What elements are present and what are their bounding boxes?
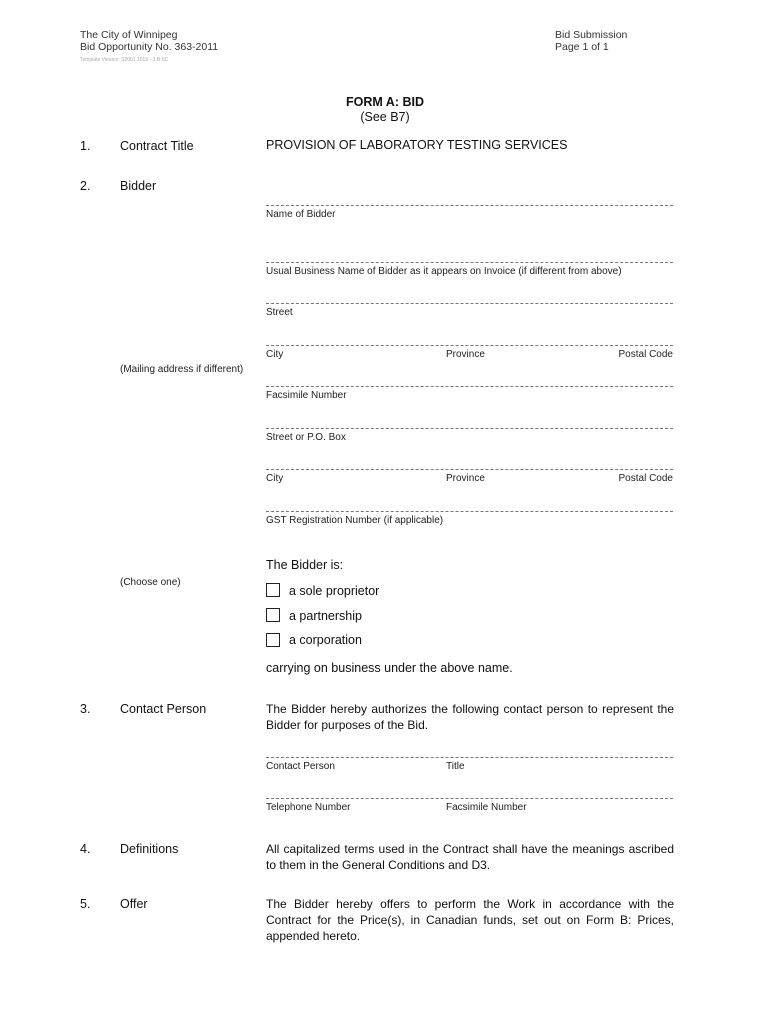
- gst-registration-caption: GST Registration Number (if applicable): [266, 515, 444, 526]
- usual-business-name-caption: Usual Business Name of Bidder as it appears on Invoice (if different from above): [266, 266, 622, 277]
- header-bid-submission: Bid Submission: [555, 29, 628, 41]
- mailing-postal-code-caption: Postal Code: [618, 473, 673, 484]
- postal-code-caption: Postal Code: [618, 349, 673, 360]
- offer-paragraph: The Bidder hereby offers to perform the Work in accordance with the Contract for the Price(s), in Canadian funds, set out on Form B: Prices, appended hereto.: [266, 897, 674, 943]
- mailing-city-caption: City: [266, 473, 284, 484]
- city-caption: City: [266, 349, 284, 360]
- carrying-on-business-text: carrying on business under the above name.: [266, 661, 513, 675]
- section-1-number: 1.: [80, 139, 91, 153]
- template-version: Template Version: S2001 1019 - 3 B SC: [80, 57, 169, 63]
- section-1-label: Contract Title: [120, 139, 194, 153]
- mailing-city-province-postal-field[interactable]: [266, 469, 673, 470]
- street-caption: Street: [266, 307, 293, 318]
- street-field[interactable]: [266, 303, 673, 304]
- title-caption: Title: [446, 761, 465, 772]
- section-3-number: 3.: [80, 702, 91, 716]
- section-5-label: Offer: [120, 897, 148, 911]
- partnership-label: a partnership: [289, 609, 362, 623]
- sole-proprietor-label: a sole proprietor: [289, 584, 380, 598]
- corporation-checkbox[interactable]: [266, 633, 280, 647]
- header-bid-opportunity: Bid Opportunity No. 363-2011: [80, 41, 219, 53]
- street-po-box-field[interactable]: [266, 428, 673, 429]
- contact-person-caption: Contact Person: [266, 761, 335, 772]
- mailing-province-caption: Province: [446, 473, 485, 484]
- contact-facsimile-caption: Facsimile Number: [446, 802, 527, 813]
- province-caption: Province: [446, 349, 485, 360]
- usual-business-name-field[interactable]: [266, 262, 673, 263]
- corporation-label: a corporation: [289, 633, 362, 647]
- section-4-label: Definitions: [120, 842, 179, 856]
- header-page-number: Page 1 of 1: [555, 41, 609, 53]
- mailing-address-note: (Mailing address if different): [120, 364, 244, 375]
- contract-title-value: PROVISION OF LABORATORY TESTING SERVICES: [266, 138, 568, 152]
- contact-person-title-field[interactable]: [266, 757, 673, 758]
- section-4-number: 4.: [80, 842, 91, 856]
- city-province-postal-field[interactable]: [266, 345, 673, 346]
- section-2-label: Bidder: [120, 179, 157, 193]
- bidder-is-heading: The Bidder is:: [266, 558, 344, 572]
- partnership-checkbox[interactable]: [266, 608, 280, 622]
- facsimile-caption: Facsimile Number: [266, 390, 347, 401]
- definitions-paragraph: All capitalized terms used in the Contract shall have the meanings ascribed to them in the General Conditions and D3.: [266, 842, 674, 872]
- choose-one-note: (Choose one): [120, 577, 181, 588]
- section-2-number: 2.: [80, 179, 91, 193]
- name-of-bidder-caption: Name of Bidder: [266, 209, 336, 220]
- form-title: FORM A: BID: [346, 95, 424, 109]
- contact-person-paragraph: The Bidder hereby authorizes the following contact person to represent the Bidder for purposes of the Bid.: [266, 702, 674, 732]
- telephone-facsimile-field[interactable]: [266, 798, 673, 799]
- gst-registration-field[interactable]: [266, 511, 673, 512]
- header-org: The City of Winnipeg: [80, 29, 178, 41]
- telephone-caption: Telephone Number: [266, 802, 351, 813]
- section-5-number: 5.: [80, 897, 91, 911]
- street-po-box-caption: Street or P.O. Box: [266, 432, 346, 443]
- section-3-label: Contact Person: [120, 702, 207, 716]
- sole-proprietor-checkbox[interactable]: [266, 583, 280, 597]
- form-subtitle: (See B7): [360, 110, 410, 124]
- facsimile-field[interactable]: [266, 386, 673, 387]
- name-of-bidder-field[interactable]: [266, 205, 673, 206]
